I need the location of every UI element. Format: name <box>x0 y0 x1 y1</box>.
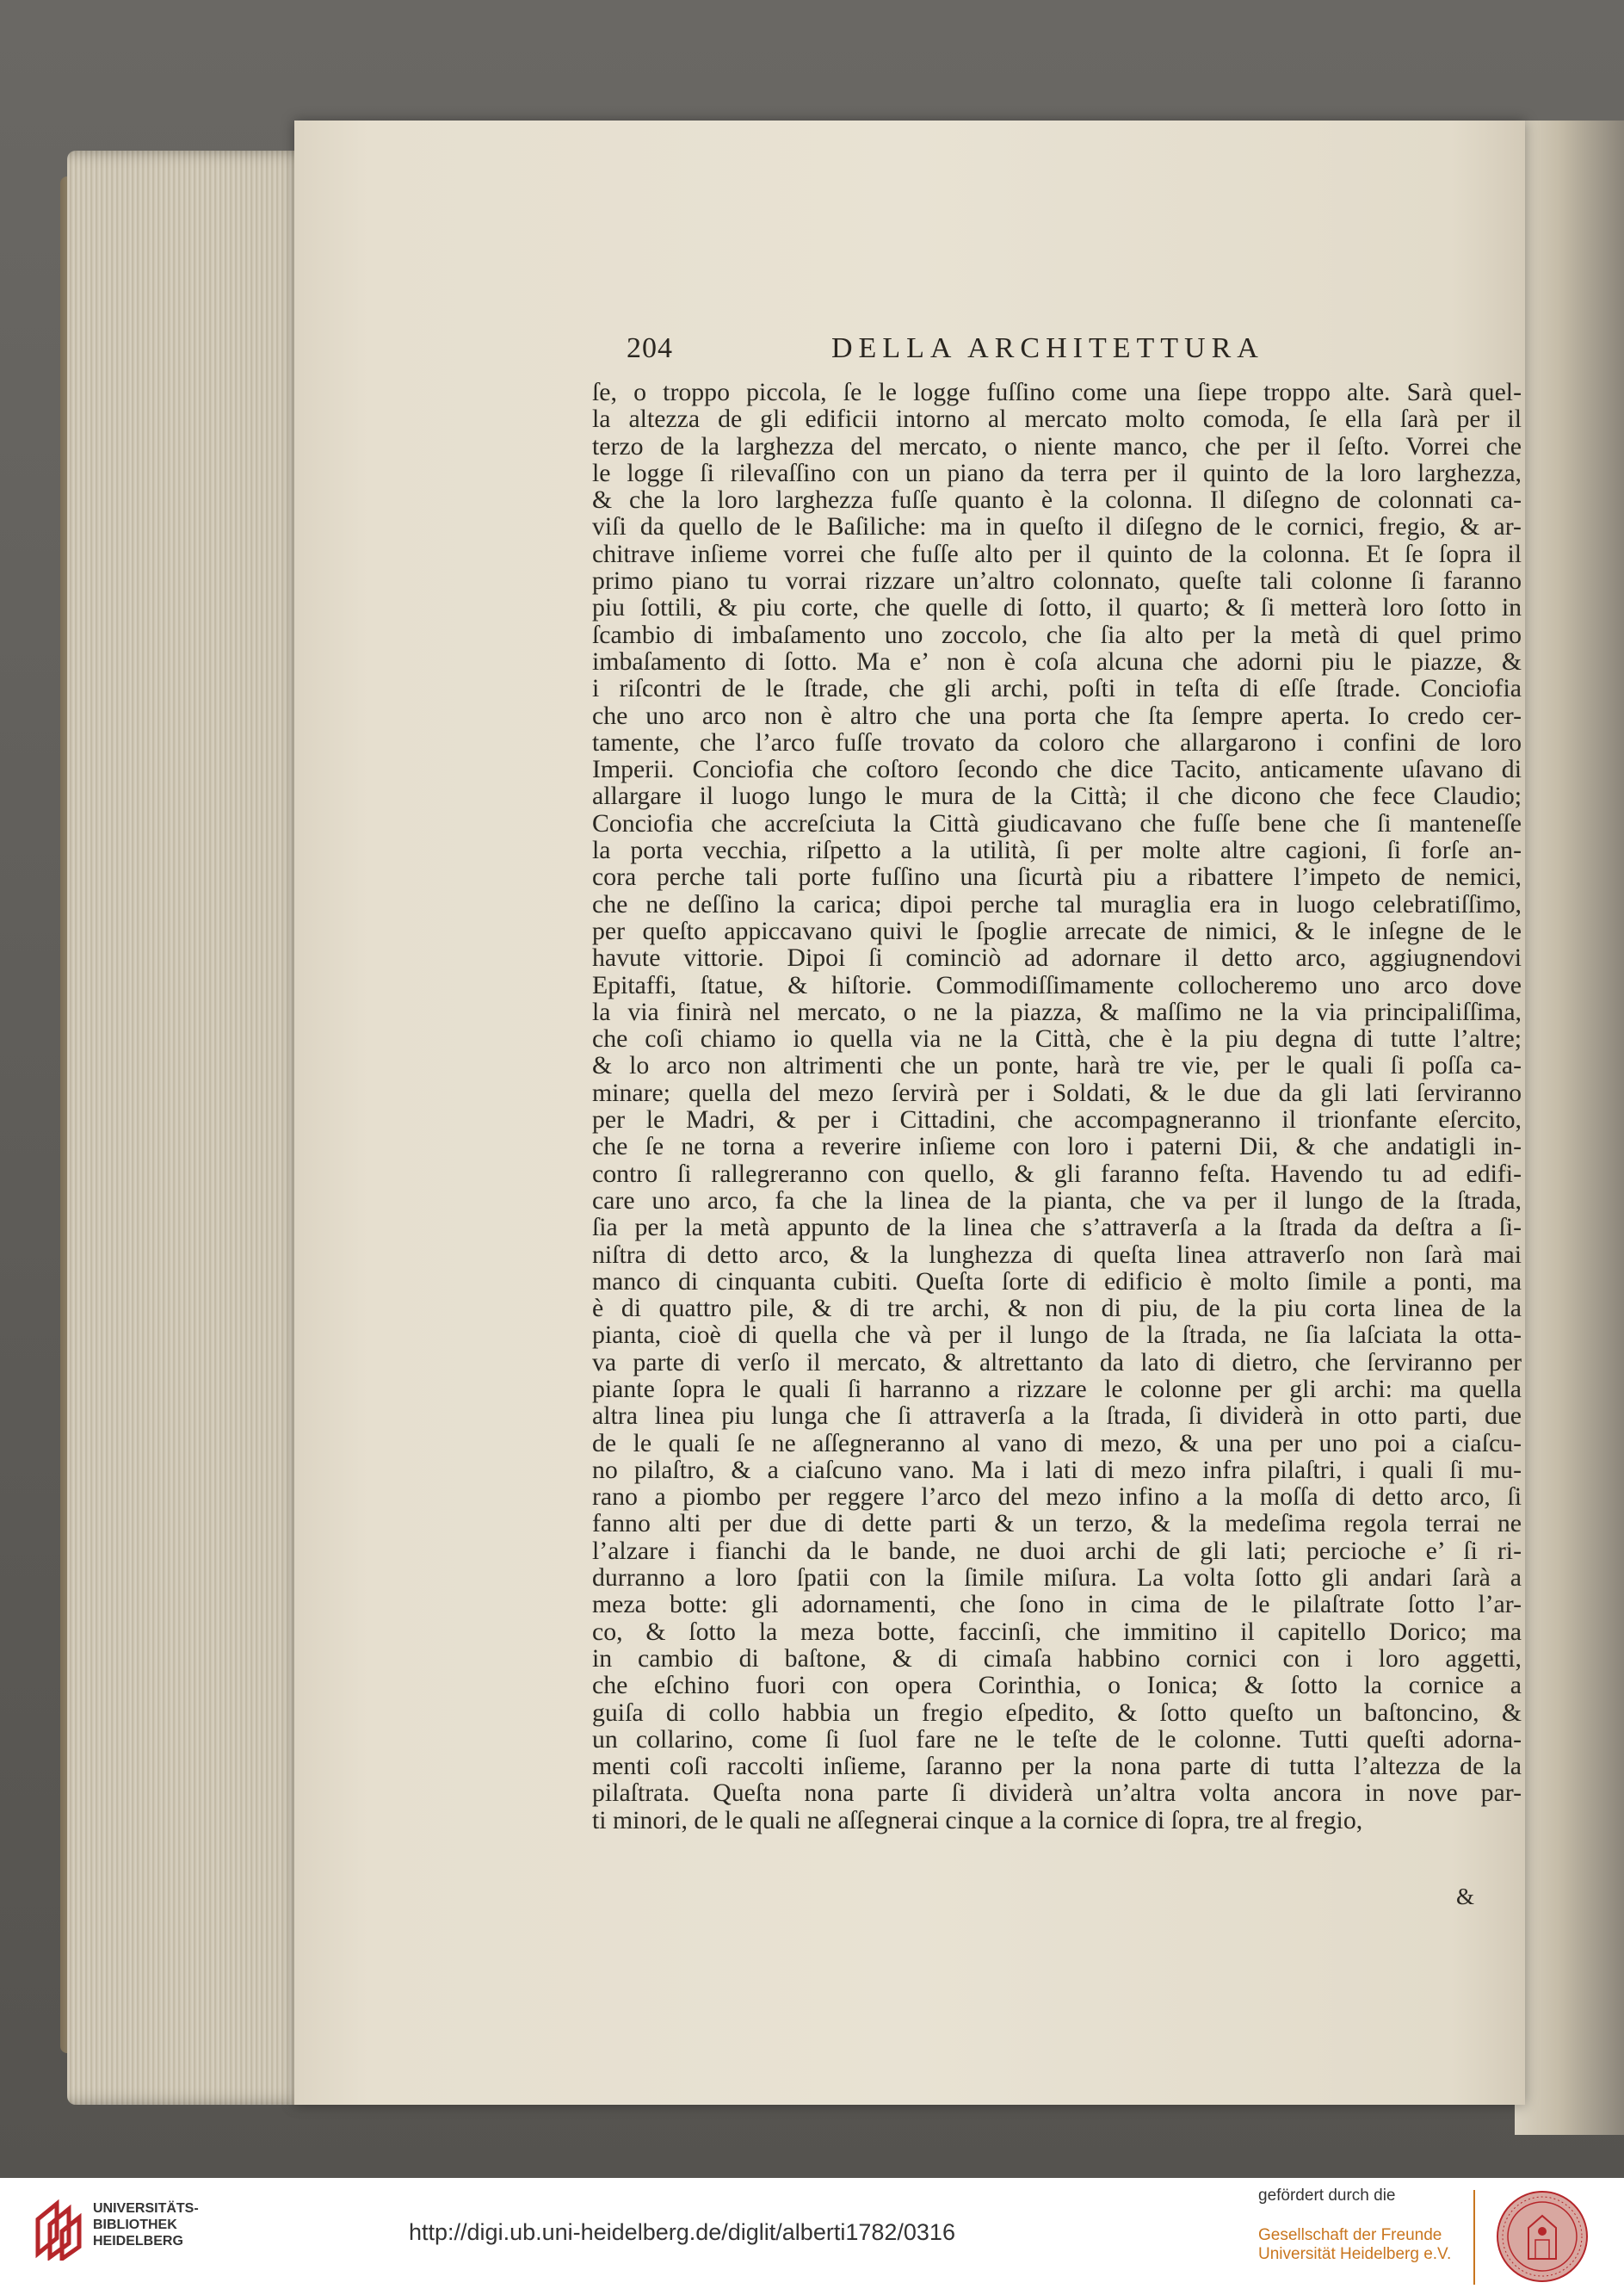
text-line: pilaſtrata. Queſta nona parte ſi dividerà un’altra volta ancora in nove par- <box>592 1778 1522 1808</box>
text-line: le logge ſi rilevaſſino con un piano da terra per il quinto de la loro larghezza, <box>592 458 1522 487</box>
source-url-link[interactable]: http://digi.ub.uni-heidelberg.de/diglit/alberti1782/0316 <box>409 2219 955 2245</box>
text-line: & che la loro larghezza fuſſe quanto è la colonna. Il diſegno de colonnati ca- <box>592 486 1522 515</box>
body-text <box>592 379 1522 1834</box>
text-line: per queſto appiccavano quivi le ſpoglie arrecate de nimici, & le inſegne de le <box>592 916 1522 945</box>
text-line: meza botte: gli adornamenti, che ſono in cima de le pilaſtrate ſotto l’ar- <box>592 1590 1522 1619</box>
text-line: de le quali ſe ne aſſegneranno al vano di mezo, & una per uno poi a ciaſcu- <box>592 1428 1522 1457</box>
text-line: menti coſi raccolti inſieme, ſaranno per la nona parte di tutta l’altezza de la <box>592 1752 1522 1781</box>
library-name <box>93 2200 199 2249</box>
text-line: guiſa di collo habbia un fregio eſpedito, & ſotto queſto un baſtoncino, & <box>592 1698 1522 1727</box>
university-seal-icon <box>1496 2190 1589 2283</box>
footer-divider <box>1473 2190 1475 2285</box>
text-line: piante ſopra le quali ſi harranno a rizzare le colonne per gli archi: ma quella <box>592 1374 1522 1403</box>
text-line: no pilaſtro, & a ciaſcuno vano. Ma i lati di mezo infra pilaſtri, i quali ſi mu- <box>592 1455 1522 1484</box>
text-line: niſtra di detto arco, & la lunghezza di queſta linea attraverſo non ſarà mai <box>592 1240 1522 1269</box>
text-line: terzo de la larghezza del mercato, o niente manco, che per il ſeſto. Vorrei che <box>592 431 1522 461</box>
text-line: havute vittorie. Dipoi ſi cominciò ad adornare il detto arco, aggiugnendovi <box>592 943 1522 973</box>
text-line: imbaſamento di ſotto. Ma e’ non è coſa alcuna che adorni piu le piazze, & <box>592 646 1522 676</box>
text-line: ti minori, de le quali ne aſſegnerai cinque a la cornice di ſopra, tre al fregio, <box>592 1805 1363 1834</box>
text-line: per le Madri, & per i Cittadini, che accompagneranno il trionfante eſercito, <box>592 1105 1522 1135</box>
text-line: è di quattro pile, & di tre archi, & non di piu, de la piu corta linea de la <box>592 1294 1522 1323</box>
text-line: Conciofia che accreſciuta la Città giudicavano che fuſſe bene che ſi manteneſſe <box>592 808 1522 838</box>
text-line: la porta vecchia, riſpetto a la utilità, ſi per molte altre cagioni, ſi forſe an- <box>592 836 1522 865</box>
page-number: 204 <box>627 332 673 364</box>
sponsor-name <box>1258 2226 1451 2264</box>
text-line: co, & ſotto la meza botte, faccinſi, che immitino il capitello Dorico; ma <box>592 1617 1522 1646</box>
text-line: ſe, o troppo piccola, ſe le logge fuſſino come una ſiepe troppo alte. Sarà quel- <box>592 378 1522 406</box>
library-name-line: UNIVERSITÄTS- <box>93 2201 199 2216</box>
text-line: in cambio di baſtone, & di cimaſa habbino cornici con i loro aggetti, <box>592 1643 1522 1673</box>
sponsor-name-line: Gesellschaft der Freunde <box>1258 2226 1442 2244</box>
sponsor-name-line: Universität Heidelberg e.V. <box>1258 2245 1452 2263</box>
text-line: minare; quella del mezo ſervirà per i Soldati, & le due da gli lati ſerviranno <box>592 1078 1522 1107</box>
text-line: che ſe ne torna a reverire inſieme con loro i paterni Dii, & che andatigli in- <box>592 1132 1522 1161</box>
running-title: DELLA ARCHITETTURA <box>831 332 1264 364</box>
text-line: va parte di verſo il mercato, & altrettanto da lato di dietro, che ſerviranno per <box>592 1347 1522 1376</box>
catchword: & <box>1456 1884 1475 1909</box>
text-line: tamente, che l’arco fuſſe trovato da coloro che allargarono i confini de loro <box>592 727 1522 757</box>
text-line: un collarino, come ſi ſuol fare ne le teſte de le colonne. Tutti queſti adorna- <box>592 1724 1522 1754</box>
text-line: la altezza de gli edificii intorno al mercato molto comoda, ſe ella ſarà per il <box>592 405 1522 434</box>
text-line: durranno a loro ſpatii con la ſimile miſura. La volta ſotto gli andari ſarà a <box>592 1563 1522 1593</box>
text-line: Imperii. Conciofia che coſtoro ſecondo che dice Tacito, anticamente uſavano di <box>592 755 1522 784</box>
text-line: che coſi chiamo io quella via ne la Città, che è la piu degna di tutte l’altre; <box>592 1024 1522 1054</box>
text-line: rano a piombo per reggere l’arco del mezo infino a la moſſa di detto arco, ſi <box>592 1482 1522 1512</box>
text-line: piu ſottili, & piu corte, che quelle di ſotto, il quarto; & ſi metterà loro ſotto in <box>592 593 1522 622</box>
library-name-line: HEIDELBERG <box>93 2234 183 2249</box>
library-name-line: BIBLIOTHEK <box>93 2218 177 2232</box>
text-line: la via finirà nel mercato, o ne la piazza, & maſſimo ne la via principaliſſima, <box>592 997 1522 1026</box>
text-line: cora perche tali porte fuſſino una ſicurtà piu a ribattere l’impeto de nemici, <box>592 863 1522 892</box>
text-line: che uno arco non è altro che una porta che ſta ſempre aperta. Io credo cer- <box>592 701 1522 730</box>
text-line: contro ſi rallegreranno con quello, & gli faranno feſta. Havendo tu ad edifi- <box>592 1159 1522 1188</box>
text-line: manco di cinquanta cubiti. Queſta ſorte di edificio è molto ſimile a ponti, ma <box>592 1266 1522 1296</box>
text-line: Epitaffi, ſtatue, & hiſtorie. Commodiſſimamente collocheremo uno arco dove <box>592 970 1522 999</box>
text-line: & lo arco non altrimenti che un ponte, harà tre vie, per le quali ſi poſſa ca- <box>592 1051 1522 1080</box>
facing-page-edge <box>1515 121 1624 2135</box>
text-line: chitrave inſieme vorrei che fuſſe alto per il quinto de la colonna. Et ſe ſopra il <box>592 539 1522 568</box>
text-line: primo piano tu vorrai rizzare un’altro colonnato, queſte tali colonne ſi faranno <box>592 566 1522 596</box>
text-line: viſi da quello de le Baſiliche: ma in queſto il diſegno de le cornici, fregio, & ar- <box>592 512 1522 541</box>
page-header <box>627 332 1289 375</box>
text-line: che ne deſſino la carica; dipoi perche tal muraglia era in luogo celebratiſſimo, <box>592 889 1522 919</box>
library-logo-icon <box>31 2193 84 2261</box>
text-line: care uno arco, fa che la linea de la pianta, che va per il lungo de la ſtrada, <box>592 1185 1522 1215</box>
text-line: ſcambio di imbaſamento uno zoccolo, che ſia alto per la metà di quel primo <box>592 620 1522 649</box>
text-line: che eſchino fuori con opera Corinthia, o Ionica; & ſotto la cornice a <box>592 1671 1522 1700</box>
funded-by-label: gefördert durch die <box>1258 2187 1396 2205</box>
text-line: fanno alti per due di dette parti & un terzo, & la medeſima regola terrai ne <box>592 1509 1522 1538</box>
text-line: i riſcontri de le ſtrade, che gli archi, poſti in teſta di eſſe ſtrade. Conciofia <box>592 674 1522 703</box>
book-page-edges <box>67 151 325 2105</box>
text-line: pianta, cioè di quella che và per il lungo de la ſtrada, ne ſia laſciata la otta- <box>592 1321 1522 1350</box>
text-line: altra linea piu lunga che ſi attraverſa a la ſtrada, ſi dividerà in otto parti, due <box>592 1401 1522 1431</box>
text-line: l’alzare i fianchi da le bande, ne duoi archi de gli lati; percioche e’ ſi ri- <box>592 1536 1522 1565</box>
text-line: ſia per la metà appunto de la linea che s’attraverſa a la ſtrada da deſtra a ſi- <box>592 1213 1522 1242</box>
text-line: allargare il luogo lungo le mura de la Città; il che dicono che fece Claudio; <box>592 782 1522 811</box>
